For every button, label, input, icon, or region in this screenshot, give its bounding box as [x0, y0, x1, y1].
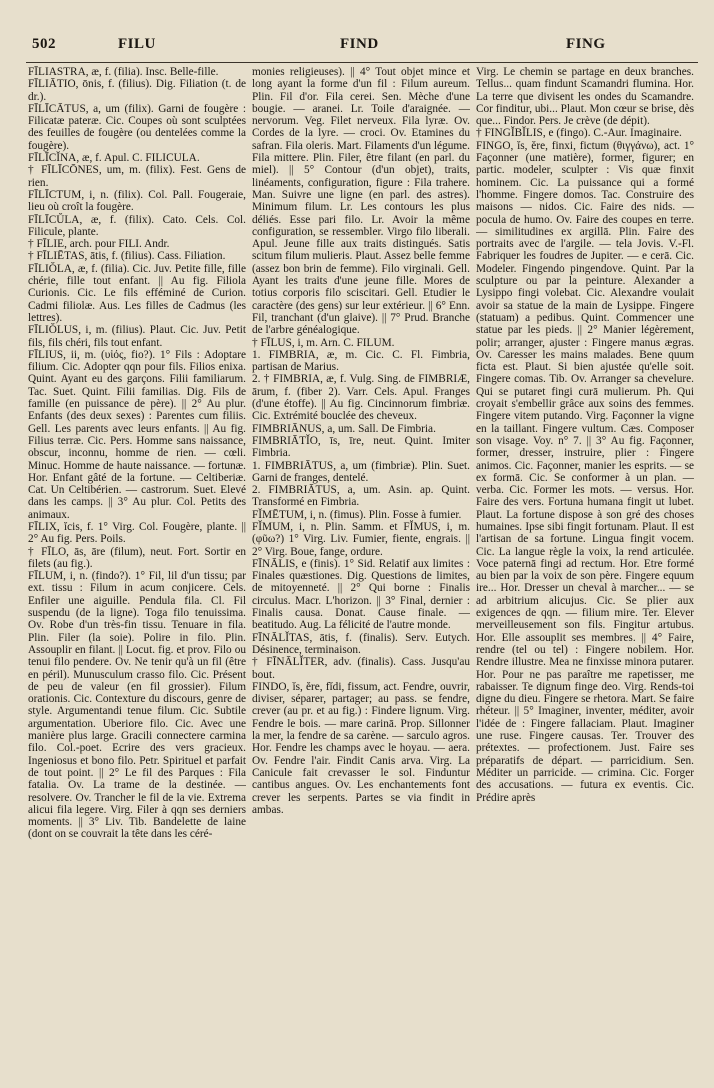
left-running-head: FILU [118, 36, 156, 52]
dictionary-entry: FĪLIX, ĭcis, f. 1° Virg. Col. Fougère, plante. || 2° Au fig. Pers. Poils. [28, 520, 246, 546]
dictionary-entry: Virg. Le chemin se partage en deux branches. Tellus... quam findunt Scamandri flumina. Hor. La terre que divisent les ondes du Scamandre. Cor finditur, ubi... Plaut. Mon cœur se brise, dès que... Findor. Pers. Je crève (de dépit). [476, 66, 694, 128]
dictionary-entry: † FĪLO, ās, āre (filum), neut. Fort. Sortir en filets (au fig.). [28, 545, 246, 570]
dictionary-entry: FĪLĪCĬNA, æ, f. Apul. C. FILICULA. [28, 152, 200, 165]
center-running-head: FIND [340, 36, 379, 52]
dictionary-entry: † FĪLĪCŌNES, um, m. (filix). Fest. Gens de rien. [28, 164, 246, 189]
header-rule [26, 62, 698, 63]
dictionary-entry: FIMBRIĀTĬO, īs, īre, neut. Quint. Imiter Fimbria. [252, 434, 470, 460]
page-number: 502 [32, 36, 56, 52]
dictionary-entry: † FĪLUS, i, m. Arn. C. FILUM. [252, 336, 395, 349]
dictionary-entry: FIMBRIĀNUS, a, um. Sall. De Fimbria. [252, 422, 436, 435]
dictionary-entry: FĪLĪCĀTUS, a, um (filix). Garni de fougère : Filicatæ pateræ. Cic. Coupes où sont sculptées des feuilles de fougère (ou dentelées comme la fougère). [28, 102, 246, 152]
dictionary-entry: 2. FIMBRIĀTUS, a, um. Asin. ap. Quint. Transformé en Fimbria. [252, 484, 470, 509]
dictionary-entry: FĪLIĀTIO, ōnis, f. (filius). Dig. Filiation (t. de dr.). [28, 78, 246, 103]
column-middle [252, 66, 470, 1076]
dictionary-entry: FĪLIASTRA, æ, f. (filia). Insc. Belle-fille. [28, 66, 219, 78]
dictionary-entry: † FINGĬBĬLIS, e (fingo). C.-Aur. Imaginaire. [476, 127, 682, 140]
column-right [476, 66, 694, 1076]
right-running-head: FING [566, 36, 606, 52]
dictionary-entry: † FĪNĀLĬTER, adv. (finalis). Cass. Jusqu'au bout. [252, 656, 470, 681]
page-header [0, 36, 714, 58]
dictionary-entry: † FĪLIE, arch. pour FILI. Andr. [28, 238, 170, 251]
dictionary-entry: FINDO, ĭs, ĕre, fĭdi, fissum, act. Fendre, ouvrir, diviser, séparer, partager; au pass. se fendre, crever (au pr. et au fig.) : Findere lignum. Virg. Fendre le bois. — mare carinā. Prop. Sillonner la mer, la fendre de sa carène. — sarculo agros. Hor. Fendre les champs avec le hoyau. — aera. Ov. Fendre l'air. Findit Canis arva. Virg. La Canicule fait crevasser le sol. Finduntur cantibus angues. Ov. Les enchantements font crever les serpents. Partes se via findit in ambas. [252, 680, 470, 816]
dictionary-entry: † FĪLIĒTAS, ātis, f. (filius). Cass. Filiation. [28, 250, 226, 263]
dictionary-entry: FĪLUM, i, n. (findo?). 1° Fil, lil d'un tissu; par ext. tissu : Filum in acum conjicere. Cels. Enfiler une aiguille. Pendula fila. Cl. Fil suspendu (de la ligne). Toga filo tenuissima. Ov. Robe d'un très-fin tissu. Tenuare in fila. Plin. Filer (la soie). Polire in filo. Plin. Assouplir en filant. || Locut. fig. et prov. Filo ou tenui filo pendere. Ov. Ne tenir qu'à un fil (être en péril). Munusculum crasso filo. Cic. Présent de peu de valeur (en fil grossier). Filum orationis. Cic. Contexture du discours, genre de style. Argumentandi tenue filum. Cic. Subtile argumentation. Uberiore filo. Cic. Avec une manière plus large. Gracili connectere carmina filo. Col.-poet. Ecrire des vers gracieux. Ingeniosus et bono filo. Petr. Spirituel et parfait de tout point. || 2° Le fil des Parques : Fila fatalia. Ov. La trame de la destinée. — resolvere. Ov. Trancher le fil de la vie. Extrema alicui fila legere. Virg. Filer à qqn ses derniers moments. || 3° Liv. Tib. Bandelette de laine (dont on se couvrait la tête dans les céré- [28, 570, 246, 841]
dictionary-entry: FĬMUM, i, n. Plin. Samm. et FĬMUS, i, m. (φῦω?) 1° Virg. Liv. Fumier, fiente, engrais. || 2° Virg. Boue, fange, ordure. [252, 520, 470, 558]
dictionary-entry: FĪLIŎLA, æ, f. (filia). Cic. Juv. Petite fille, fille chérie, fille tout enfant. || Au fig. Filiola Curionis. Cic. Le fils efféminé de Curion. Cadmi filiolæ. Aus. Les filles de Cadmus (les lettres). [28, 262, 246, 324]
dictionary-entry: FĪNĀLIS, e (finis). 1° Sid. Relatif aux limites : Finales quæstiones. Dig. Questions de limites, de mitoyenneté. || 2° Qui borne : Finalis circulus. Macr. L'horizon. || 3° Final, dernier : Finalis causa. Donat. Cause finale. — beatitudo. Aug. La félicité de l'autre monde. [252, 557, 470, 632]
dictionary-entry: FINGO, ĭs, ĕre, finxi, fictum (θιγγάνω), act. 1° Façonner (une matière), former, figurer; en partic. modeler, sculpter : Vis quæ finxit hominem. Cic. La puissance qui a formé l'homme. Fingere domos. Tac. Construire des maisons — nidos. Cic. Faire des nids. — pocula de humo. Ov. Faire des coupes en terre. — similitudines ex argillā. Plin. Faire des portraits avec de l'argile. — tela Jovis. V.-Fl. Fabriquer les foudres de Jupiter. — e cerā. Cic. Modeler. Fingendo pingendove. Quint. Par la sculpture ou par la peinture. Alexander a Lysippo fingi volebat. Cic. Alexandre voulait avoir sa statue de la main de Lysippe. Fingere (statuam) a pedibus. Quint. Commencer une statue par les pieds. || 2° Manier légèrement, polir; arranger, ajuster : Fingere manus ægras. Ov. Caresser les mains malades. Bene quum ficta est. Plaut. Si bien ajustée qu'elle soit. Fingere comas. Tib. Ov. Arranger sa chevelure. Qui se putaret fingi curā mulierum. Ph. Qui croyait s'embellir grâce aux soins des femmes. Fingere vitem putando. Virg. Façonner la vigne en la taillant. Fingere vultum. Cæs. Composer son visage. Voy. n° 7. || 3° Au fig. Façonner, former, dresser, instruire, plier : Fingere animos. Cic. Façonner, manier les esprits. — se ex formā. Cic. Se conformer à un plan. — verba. Cic. Former les mots. — versus. Hor. Faire des vers. Fortuna humana fingit ut lubet. Plaut. La fortune dispose à son gré des choses humaines. Ipse sibi fingit fortunam. Plaut. Il est l'artisan de sa fortune. Lingua fingit vocem. Cic. La langue règle la voix, la rend articulée. Voce paternā fingi ad rectum. Hor. Etre formé au bien par la voix de son père. Fingere equum ire... Hor. Dresser un cheval à marcher... — se ad arbitrium alicujus. Cic. Se plier aux exigences de qqn. — filium mire. Ter. Elever merveilleusement son fils. Fingitur artubus. Hor. Elle assouplit ses membres. || 4° Faire, rendre (tel ou tel) : Fingere nobilem. Hor. Rendre illustre. Mea ne finxisse minora putarer. Hor. Pour ne pas paraître me rapetisser, me rabaisser. Te dignum finge deo. Virg. Rends-toi digne du dieu. Fingere se rhetora. Mart. Se faire rhéteur. || 5° Imaginer, inventer, méditer, avoir l'idée de : Fingere fallaciam. Plaut. Imaginer une ruse. Fingere causas. Ter. Trouver des prétextes. — profectionem. Just. Faire ses préparatifs de départ. — parricidium. Sen. Méditer un parricide. — crimina. Cic. Forger des accusations. — futura ex eventis. Cic. Prédire après [476, 139, 694, 804]
dictionary-entry: 2. † FIMBRIA, æ, f. Vulg. Sing. de FIMBRIÆ, ārum, f. (fiber 2). Varr. Cels. Apul. Franges (d'une étoffe). || Au fig. Cincinnorum fimbriæ. Cic. Extrémité bouclée des cheveux. [252, 373, 470, 423]
dictionary-entry: FĪLIUS, ii, m. (υἱός, fio?). 1° Fils : Adoptare filium. Cic. Adopter qqn pour fils. Filios enixa. Quint. Ayant eu des garçons. Filii familiarum. Tac. Suet. Quint. Filii familias. Dig. Fils de famille (en puissance de père). || 2° Au plur. Enfants (des deux sexes) : Parentes cum filiis. Gell. Les parents avec leurs enfants. || Au fig. Filius terræ. Cic. Pers. Homme sans naissance, obscur, inconnu, homme de rien. — cœli. Minuc. Homme de haute naissance. — fortunæ. Hor. Enfant gâté de la fortune. — Celtiberiæ. Cat. Un Celtibérien. — castrorum. Suet. Elevé dans les camps. || 3° Au plur. Col. Petits des animaux. [28, 348, 246, 521]
dictionary-entry: 1. FIMBRIĀTUS, a, um (fimbriæ). Plin. Suet. Garni de franges, dentelé. [252, 459, 470, 484]
dictionary-entry: 1. FIMBRIA, æ, m. Cic. C. Fl. Fimbria, partisan de Marius. [252, 348, 470, 374]
column-left [28, 66, 246, 1076]
dictionary-entry: FĪNĀLĬTAS, ātis, f. (finalis). Serv. Eutych. Désinence, terminaison. [252, 631, 470, 656]
dictionary-entry: FĬMĒTUM, i, n. (fimus). Plin. Fosse à fumier. [252, 508, 462, 521]
dictionary-entry: FĪLĪCTUM, i, n. (filix). Col. Pall. Fougeraie, lieu où croît la fougère. [28, 188, 246, 214]
dictionary-entry: FĪLIŎLUS, i, m. (filius). Plaut. Cic. Juv. Petit fils, fils chéri, fils tout enfant. [28, 324, 246, 349]
dictionary-entry: monies religieuses). || 4° Tout objet mince et long ayant la forme d'un fil : Filum aureum. Plin. Fil d'or. Fila cerei. Sen. Mèche d'une bougie. — aranei. Lr. Toile d'araignée. — nervorum. Veg. Filet nerveux. Fila lyræ. Ov. Cordes de la lyre. — croci. Ov. Etamines du safran. Fila oleris. Mart. Filaments d'un légume. Fila mittere. Plin. Filer, être filant (en parl. du miel). || 5° Contour (d'un objet), traits, linéaments, configuration, figure : Fila trahere. Man. Suivre une ligne (en parl. des astres). Minimum filum. Lr. Les contours les plus déliés. Esse pari filo. Lr. Avoir la même configuration, se ressembler. Virgo filo liberali. Apul. Jeune fille aux traits distingués. Satis scitum filum mulieris. Plaut. Assez belle femme (assez bon brin de femme). Filo virginali. Gell. Ayant les traits d'une jeune fille. Mores de totius corporis filo sciscitari. Gell. Etudier le caractère (des gens) sur leur extérieur. || 6° Enn. Fil, tranchant (d'un glaive). || 7° Prud. Branche de l'arbre généalogique. [252, 66, 470, 337]
dictionary-entry: FĪLĪCŬLA, æ, f. (filix). Cato. Cels. Col. Filicule, plante. [28, 213, 246, 238]
